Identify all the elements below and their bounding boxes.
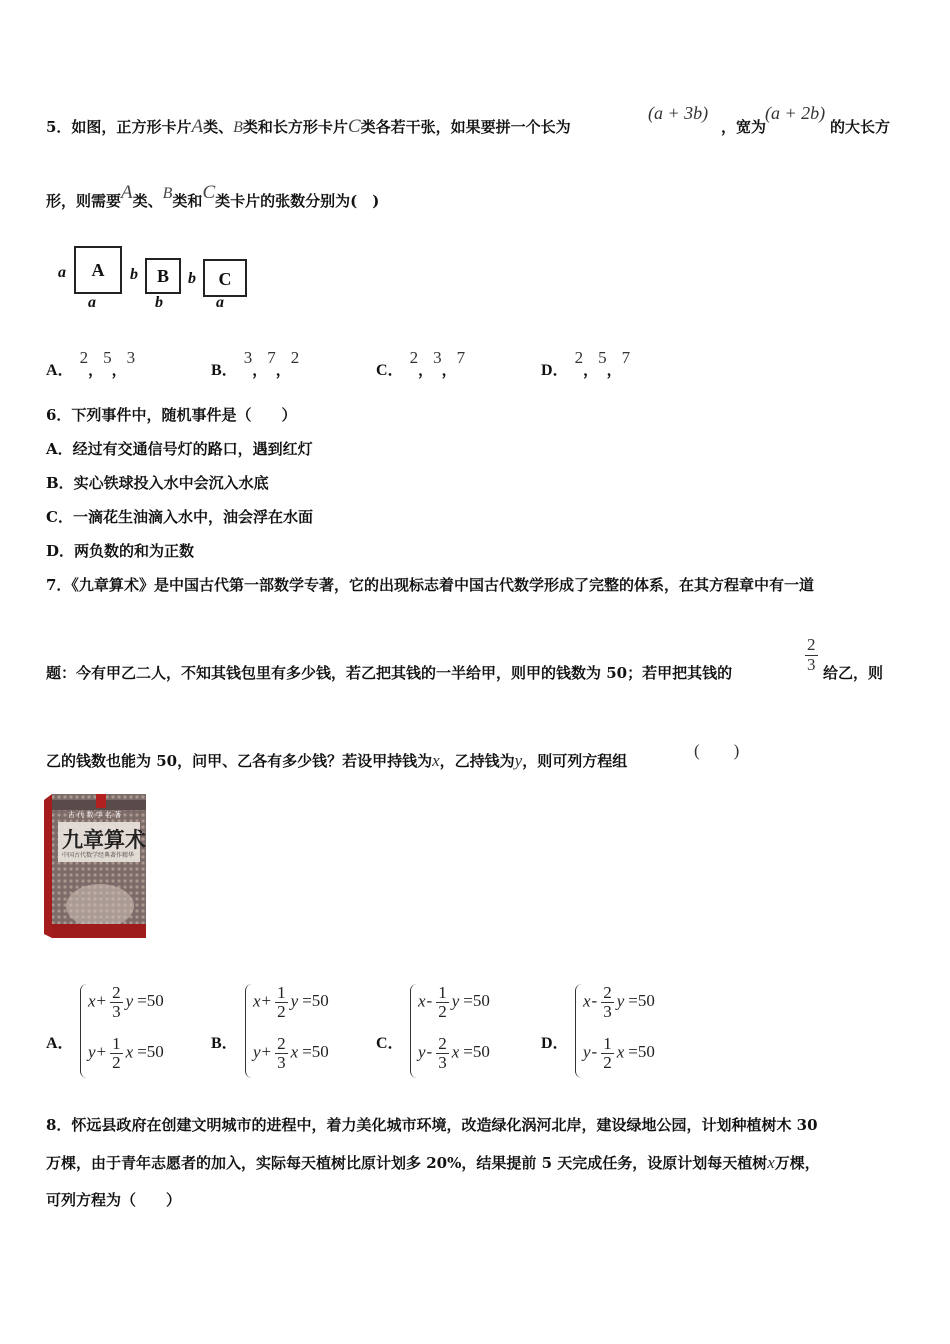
separator: ， [606, 361, 622, 379]
eq-fraction [110, 1035, 123, 1072]
fraction-denominator: 3 [603, 1001, 612, 1021]
eq-rhs: =50 [628, 991, 655, 1011]
q6-option-a[interactable]: A．经过有交通信号灯的路口，遇到红灯 [46, 440, 313, 458]
q5-option-c[interactable] [376, 345, 466, 379]
q5-text: 类卡片的张数分别为( ) [215, 192, 380, 210]
eq-var: y [290, 991, 299, 1011]
card-A: A [74, 246, 122, 294]
expr-length: (a + 3b) [648, 103, 709, 123]
equation [253, 1035, 329, 1072]
eq-rhs: =50 [302, 991, 329, 1011]
q5-text: 的大长方 [830, 118, 891, 136]
eq-var: y [125, 991, 134, 1011]
eq-var: y [451, 991, 460, 1011]
q5-line-2 [46, 182, 380, 212]
eq-fraction [436, 1035, 449, 1072]
q8-text: 万棵， [774, 1154, 820, 1172]
eq-fraction [275, 1035, 288, 1072]
q5-option-d[interactable] [541, 345, 631, 379]
q5-option-b[interactable] [211, 345, 300, 379]
eq-operator: + [261, 991, 272, 1011]
card-B-side-label: b [130, 266, 138, 283]
q8-line-1: 8．怀远县政府在创建文明城市的进程中，着力美化城市环境，改造绿化涡河北岸，建设绿地公园，计划种植树木 30 [46, 1116, 818, 1134]
system-brace [245, 984, 252, 1078]
fraction-denominator: 3 [277, 1052, 286, 1072]
eq-rhs: =50 [463, 991, 490, 1011]
eq-operator: - [426, 991, 433, 1011]
card-C-bottom-label: a [216, 294, 224, 311]
option-label: B． [211, 1035, 238, 1052]
expr-width: (a + 2b) [765, 103, 826, 123]
option-label: B． [211, 362, 238, 379]
equation [418, 984, 490, 1021]
eq-lead-var: y [583, 1042, 591, 1062]
eq-fraction [436, 984, 449, 1021]
eq-var: y [616, 991, 625, 1011]
var-y: y [514, 751, 523, 770]
eq-lead-var: x [418, 991, 426, 1011]
book-subtitle: 中国古代数学经典著作精华 [62, 852, 135, 859]
equation [583, 1035, 655, 1072]
fraction-numerator: 2 [112, 983, 121, 1002]
eq-rhs: =50 [463, 1042, 490, 1062]
separator: ， [418, 361, 434, 379]
fraction-denominator: 3 [807, 654, 816, 674]
q7-text: ，乙持钱为 [439, 752, 515, 770]
eq-var: x [290, 1042, 299, 1062]
fraction-numerator: 2 [277, 1034, 286, 1053]
eq-lead-var: x [88, 991, 96, 1011]
option-label: A． [46, 362, 74, 379]
q5-text: ，宽为 [721, 118, 767, 136]
option-label: C． [376, 362, 404, 379]
fraction-denominator: 3 [112, 1001, 121, 1021]
eq-operator: - [591, 991, 598, 1011]
option-value: 2 [409, 348, 419, 367]
q8-text: 万棵，由于青年志愿者的加入，实际每天植树比原计划多 20%，结果提前 5 天完成任务，设原计划每天植树 [46, 1154, 768, 1172]
eq-var: x [451, 1042, 460, 1062]
q6-stem: 6．下列事件中，随机事件是（ ） [46, 406, 297, 424]
eq-fraction [601, 984, 614, 1021]
var-C: C [202, 182, 216, 203]
fraction-numerator: 1 [112, 1034, 121, 1053]
equation [253, 984, 329, 1021]
equation [418, 1035, 490, 1072]
option-value: 3 [126, 348, 136, 367]
eq-lead-var: y [418, 1042, 426, 1062]
q6-option-c[interactable]: C．一滴花生油滴入水中，油会浮在水面 [46, 508, 313, 526]
q5-text: 类各若干张，如果要拼一个长为 [360, 118, 571, 136]
eq-fraction [275, 984, 288, 1021]
option-value: 5 [103, 348, 112, 367]
option-value: 7 [267, 348, 276, 367]
eq-operator: + [96, 991, 107, 1011]
eq-operator: + [261, 1042, 272, 1062]
option-value: 2 [79, 348, 89, 367]
q7-line-1: 7．《九章算术》是中国古代第一部数学专著，它的出现标志着中国古代数学形成了完整的体系，在其方程章中有一道 [46, 576, 814, 594]
var-A: A [191, 116, 204, 137]
eq-operator: - [426, 1042, 433, 1062]
option-label: A． [46, 1035, 74, 1052]
fraction-numerator: 1 [603, 1034, 612, 1053]
book-cover-image [44, 794, 146, 938]
eq-operator: - [591, 1042, 598, 1062]
eq-rhs: =50 [302, 1042, 329, 1062]
option-value: 2 [290, 348, 300, 367]
fraction-denominator: 3 [438, 1052, 447, 1072]
card-B-bottom-label: b [155, 294, 163, 311]
q5-text: 5．如图，正方形卡片 [46, 118, 192, 136]
separator: ， [88, 361, 104, 379]
option-value: 7 [621, 348, 631, 367]
q7-text: 给乙，则 [823, 664, 884, 682]
fraction-denominator: 2 [438, 1001, 447, 1021]
eq-lead-var: x [583, 991, 591, 1011]
q5-option-a[interactable] [46, 345, 136, 379]
card-A-side-label: a [58, 264, 66, 281]
fraction-numerator: 2 [438, 1034, 447, 1053]
eq-fraction [601, 1035, 614, 1072]
var-B: B [233, 119, 243, 136]
eq-fraction [110, 984, 123, 1021]
fraction-denominator: 2 [112, 1052, 121, 1072]
answer-paren: ( ) [694, 741, 740, 760]
q5-text: 类和 [172, 192, 203, 210]
eq-rhs: =50 [628, 1042, 655, 1062]
q5-text: 类、 [132, 192, 163, 210]
q5-text: 类和长方形卡片 [242, 118, 348, 136]
q7-line-2: 题：今有甲乙二人，不知其钱包里有多少钱，若乙把其钱的一半给甲，则甲的钱数为 50；若甲把其钱的 [46, 664, 733, 682]
option-value: 7 [456, 348, 466, 367]
fraction-numerator: 1 [277, 983, 286, 1002]
q7-text: ，则可列方程组 [522, 752, 628, 770]
card-A-bottom-label: a [88, 294, 96, 311]
fraction-numerator: 2 [807, 635, 816, 654]
q8-line-2 [46, 1152, 820, 1173]
var-x: x [767, 1153, 775, 1172]
q5-text: 类、 [203, 118, 234, 136]
var-A: A [121, 182, 133, 203]
separator: ， [583, 361, 599, 379]
eq-lead-var: x [253, 991, 261, 1011]
var-x: x [432, 751, 440, 770]
option-label: D． [541, 362, 569, 379]
separator: ， [111, 361, 127, 379]
option-label: D． [541, 1035, 569, 1052]
book-title: 九章算术 [62, 827, 146, 852]
eq-lead-var: y [88, 1042, 96, 1062]
q8-line-3: 可列方程为（ ） [46, 1191, 182, 1209]
q6-option-b[interactable]: B．实心铁球投入水中会沉入水底 [46, 474, 269, 492]
fraction-numerator: 1 [438, 983, 447, 1002]
q5-line-1 [46, 116, 571, 138]
eq-rhs: =50 [137, 991, 164, 1011]
q5-text: 形，则需要 [46, 192, 122, 210]
equation [583, 984, 655, 1021]
option-value: 2 [574, 348, 584, 367]
eq-var: x [125, 1042, 134, 1062]
card-C: C [203, 259, 247, 297]
fraction-denominator: 2 [277, 1001, 286, 1021]
fraction-numerator: 2 [603, 983, 612, 1002]
separator: ， [275, 361, 291, 379]
option-value: 3 [243, 348, 253, 367]
separator: ， [441, 361, 457, 379]
eq-lead-var: y [253, 1042, 261, 1062]
system-brace [80, 984, 87, 1078]
card-C-side-label: b [188, 270, 196, 287]
var-B: B [162, 185, 173, 202]
q7-line-3 [46, 750, 627, 771]
book-top-text: 古 代 数 学 名 著 [68, 811, 122, 819]
q6-option-d[interactable]: D．两负数的和为正数 [46, 542, 195, 560]
option-value: 5 [598, 348, 607, 367]
fraction-denominator: 2 [603, 1052, 612, 1072]
card-B: B [145, 258, 181, 294]
eq-operator: + [96, 1042, 107, 1062]
q7-text: 乙的钱数也能为 50，问甲、乙各有多少钱？若设甲持钱为 [46, 752, 433, 770]
q7-fraction [805, 636, 818, 674]
eq-rhs: =50 [137, 1042, 164, 1062]
separator: ， [252, 361, 268, 379]
system-brace [575, 984, 582, 1078]
option-value: 3 [433, 348, 442, 367]
equation [88, 1035, 164, 1072]
system-brace [410, 984, 417, 1078]
option-label: C． [376, 1035, 404, 1052]
equation [88, 984, 164, 1021]
var-C: C [347, 116, 361, 137]
eq-var: x [616, 1042, 625, 1062]
